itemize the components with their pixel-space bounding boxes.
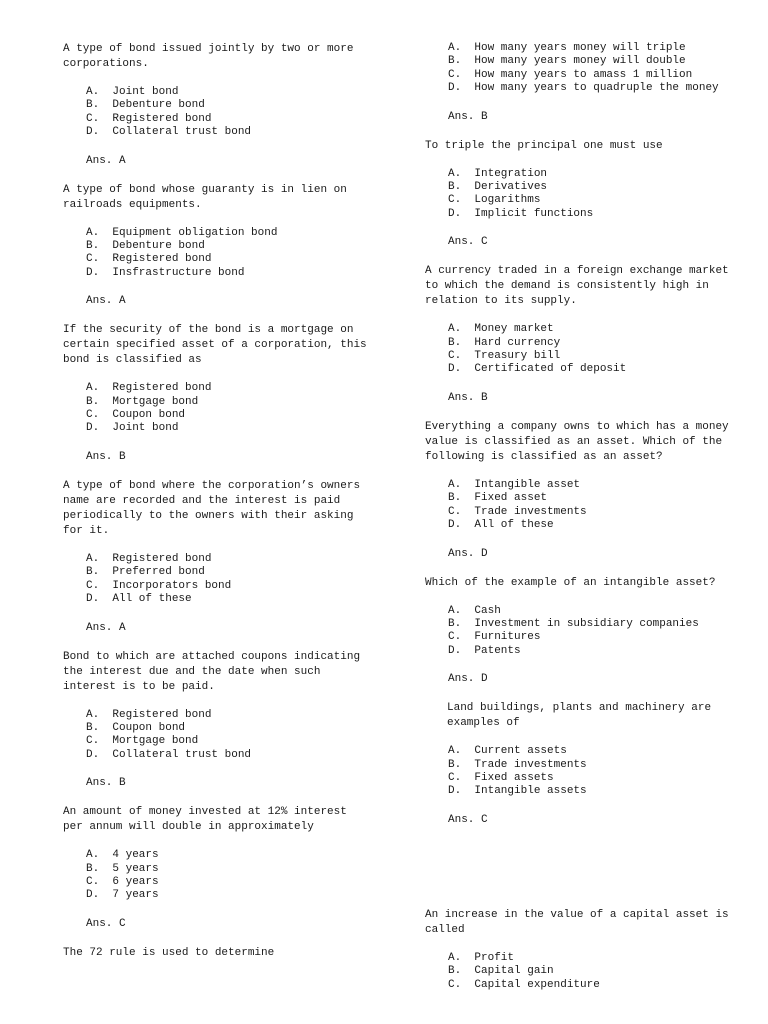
choice-c: C. Incorporators bond	[86, 579, 232, 592]
right-column	[425, 42, 745, 1006]
choice-d: D. All of these	[448, 519, 554, 532]
choice-c: C. Coupon bond	[86, 409, 186, 422]
answer-text: Ans. A	[86, 154, 126, 167]
left-column	[63, 42, 383, 975]
choice-c: C. Registered bond	[86, 253, 212, 266]
choice-d: D. Implicit functions	[448, 207, 594, 220]
question-text: Land buildings, plants and machinery are examples of	[447, 702, 712, 730]
choice-d: D. How many years to quadruple the money	[448, 82, 719, 95]
choice-c: C. Furnitures	[448, 631, 541, 644]
choice-d: D. Collateral trust bond	[86, 748, 252, 761]
question-text: Which of the example of an intangible asset?	[425, 576, 716, 589]
choice-list	[448, 745, 745, 799]
answer-text: Ans. B	[448, 391, 488, 404]
choice-c: C. Capital expenditure	[448, 978, 600, 991]
choice-a: A. Money market	[448, 323, 554, 336]
choice-list	[448, 605, 745, 659]
answer-text: Ans. B	[448, 110, 488, 123]
choice-b: B. Capital gain	[448, 965, 554, 978]
choice-list	[448, 168, 745, 222]
choice-c: C. Trade investments	[448, 505, 587, 518]
choice-list	[448, 952, 745, 992]
question-text: An increase in the value of a capital asset is called	[425, 908, 729, 936]
choice-c: C. How many years to amass 1 million	[448, 68, 693, 81]
choice-d: D. Insfrastructure bond	[86, 266, 245, 279]
choice-b: B. Preferred bond	[86, 566, 205, 579]
choice-b: B. Investment in subsidiary companies	[448, 617, 699, 630]
answer-text: Ans. C	[448, 813, 488, 826]
choice-b: B. Coupon bond	[86, 721, 186, 734]
choice-c: C. Logarithms	[448, 194, 541, 207]
choice-list	[86, 553, 383, 607]
choice-list	[448, 323, 745, 377]
choice-a: A. Registered bond	[86, 382, 212, 395]
choice-a: A. How many years money will triple	[448, 42, 686, 54]
choice-b: B. Hard currency	[448, 336, 561, 349]
choice-a: A. Integration	[448, 167, 548, 180]
question-text: The 72 rule is used to determine	[63, 946, 275, 959]
choice-b: B. 5 years	[86, 862, 159, 875]
choice-b: B. Debenture bond	[86, 240, 205, 253]
choice-c: C. 6 years	[86, 875, 159, 888]
choice-a: A. Intangible asset	[448, 478, 581, 491]
answer-text: Ans. A	[86, 295, 126, 308]
choice-a: A. Cash	[448, 604, 501, 617]
choice-a: A. Equipment obligation bond	[86, 226, 278, 239]
answer-text: Ans. B	[86, 450, 126, 463]
choice-b: B. Derivatives	[448, 181, 548, 194]
question-text: Bond to which are attached coupons indicating the interest due and the date when such interest is to be paid.	[63, 650, 361, 693]
choice-c: C. Registered bond	[86, 112, 212, 125]
question-text: Everything a company owns to which has a money value is classified as an asset. Which of the following is classified as an asset?	[425, 420, 729, 463]
choice-b: B. Fixed asset	[448, 492, 548, 505]
choice-b: B. How many years money will double	[448, 55, 686, 68]
answer-text: Ans. D	[448, 547, 488, 560]
choice-d: D. Joint bond	[86, 422, 179, 435]
question-text: A type of bond where the corporation’s owners name are recorded and the interest is paid periodically to the owners with their asking for it.	[63, 479, 361, 537]
question-text: A type of bond whose guaranty is in lien on railroads equipments.	[63, 183, 347, 211]
blank-spacer	[425, 842, 745, 908]
question-text: An amount of money invested at 12% interest per annum will double in approximately	[63, 806, 347, 834]
choice-list	[448, 479, 745, 533]
choice-d: D. All of these	[86, 593, 192, 606]
choice-d: D. Intangible assets	[448, 785, 587, 798]
choice-a: A. Joint bond	[86, 86, 179, 98]
choice-a: A. 4 years	[86, 849, 159, 862]
question-text: A currency traded in a foreign exchange market to which the demand is consistently high in relation to its supply.	[425, 265, 729, 308]
choice-a: A. Profit	[448, 951, 515, 964]
choice-c: C. Treasury bill	[448, 350, 561, 363]
choice-a: A. Current assets	[448, 745, 567, 758]
answer-text: Ans. C	[448, 236, 488, 249]
choice-b: B. Mortgage bond	[86, 395, 199, 408]
choice-b: B. Debenture bond	[86, 99, 205, 112]
choice-list	[448, 42, 745, 96]
choice-a: A. Registered bond	[86, 552, 212, 565]
choice-d: D. Certificated of deposit	[448, 363, 627, 376]
choice-list	[86, 709, 383, 763]
choice-list	[86, 382, 383, 436]
choice-d: D. Patents	[448, 644, 521, 657]
choice-d: D. 7 years	[86, 889, 159, 902]
question-text: If the security of the bond is a mortgage on certain specified asset of a corporation, this bond is classified as	[63, 324, 367, 367]
choice-list	[86, 849, 383, 903]
answer-text: Ans. A	[86, 621, 126, 634]
choice-list	[86, 86, 383, 140]
choice-c: C. Mortgage bond	[86, 735, 199, 748]
choice-a: A. Registered bond	[86, 708, 212, 721]
answer-text: Ans. B	[86, 777, 126, 790]
answer-text: Ans. D	[448, 673, 488, 686]
choice-c: C. Fixed assets	[448, 771, 554, 784]
answer-text: Ans. C	[86, 917, 126, 930]
choice-b: B. Trade investments	[448, 758, 587, 771]
question-text: A type of bond issued jointly by two or more corporations.	[63, 43, 354, 70]
choice-list	[86, 227, 383, 281]
choice-d: D. Collateral trust bond	[86, 126, 252, 139]
question-text: To triple the principal one must use	[425, 139, 663, 152]
